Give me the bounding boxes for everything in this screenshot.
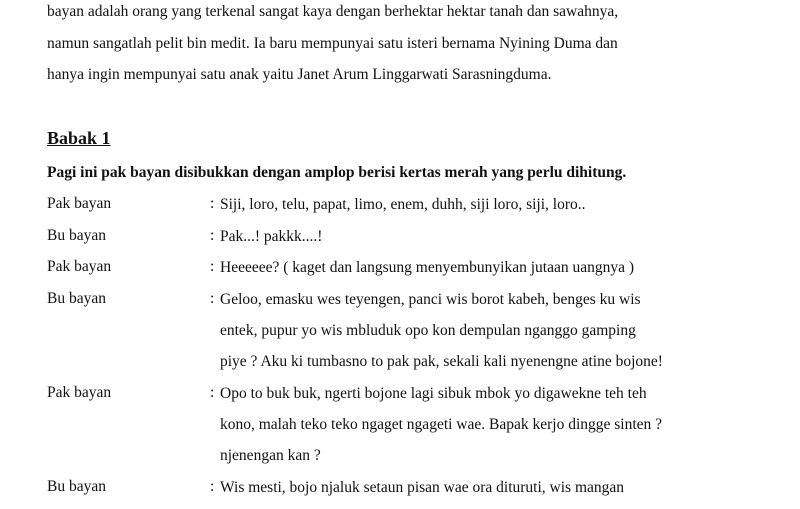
speech-line: Siji, loro, telu, papat, limo, enem, duhh, siji loro, siji, loro..: [220, 196, 586, 213]
speech-line: kono, malah teko teko ngaget ngageti wae. Bapak kerjo dingge sinten ?: [220, 416, 663, 433]
colon-mark: :: [210, 258, 215, 275]
intro-line-2: namun sangatlah pelit bin medit. Ia baru mempunyai satu isteri bernama Nyining Duma dan: [47, 35, 618, 52]
intro-line-3: hanya ingin mempunyai satu anak yaitu Janet Arum Linggarwati Sarasningduma.: [47, 66, 552, 83]
intro-line-1: bayan adalah orang yang terkenal sangat kaya dengan berhektar hektar tanah dan sawahnya,: [47, 3, 619, 20]
speaker-name: Pak bayan: [47, 258, 112, 275]
speech-line: entek, pupur yo wis mbluduk opo kon dempulan nganggo gamping: [220, 322, 636, 339]
speech-text: [220, 195, 780, 226]
speech-line: piye ? Aku ki tumbasno to pak pak, sekali kali nyenengne atine bojone!: [220, 353, 663, 370]
scene-note: Pagi ini pak bayan disibukkan dengan amplop berisi kertas merah yang perlu dihitung.: [47, 164, 627, 181]
speech-line: Pak...! pakkk....!: [220, 228, 323, 245]
speaker-name: Pak bayan: [47, 195, 112, 212]
speech-text: [220, 478, 780, 509]
speech-line: Wis mesti, bojo njaluk setaun pisan wae ora dituruti, wis mangan: [220, 479, 625, 496]
colon-mark: :: [210, 478, 215, 495]
colon-mark: :: [210, 195, 215, 212]
speaker-name: Pak bayan: [47, 384, 112, 401]
speaker-name: Bu bayan: [47, 290, 106, 307]
speech-line: Heeeeee? ( kaget dan langsung menyembunyikan jutaan uangnya ): [220, 259, 635, 276]
colon-mark: :: [210, 290, 215, 307]
speech-text: [220, 258, 780, 289]
speaker-name: Bu bayan: [47, 227, 106, 244]
act-heading: Babak 1: [47, 128, 111, 148]
colon-mark: :: [210, 384, 215, 401]
colon-mark: :: [210, 227, 215, 244]
speaker-name: Bu bayan: [47, 478, 106, 495]
speech-line: njenengan kan ?: [220, 447, 321, 464]
speech-text: [220, 290, 780, 383]
speech-line: Opo to buk buk, ngerti bojone lagi sibuk mbok yo digawekne teh teh: [220, 385, 647, 402]
speech-line: Geloo, emasku wes teyengen, panci wis borot kabeh, benges ku wis: [220, 291, 641, 308]
speech-text: [220, 227, 780, 258]
speech-text: [220, 384, 780, 477]
